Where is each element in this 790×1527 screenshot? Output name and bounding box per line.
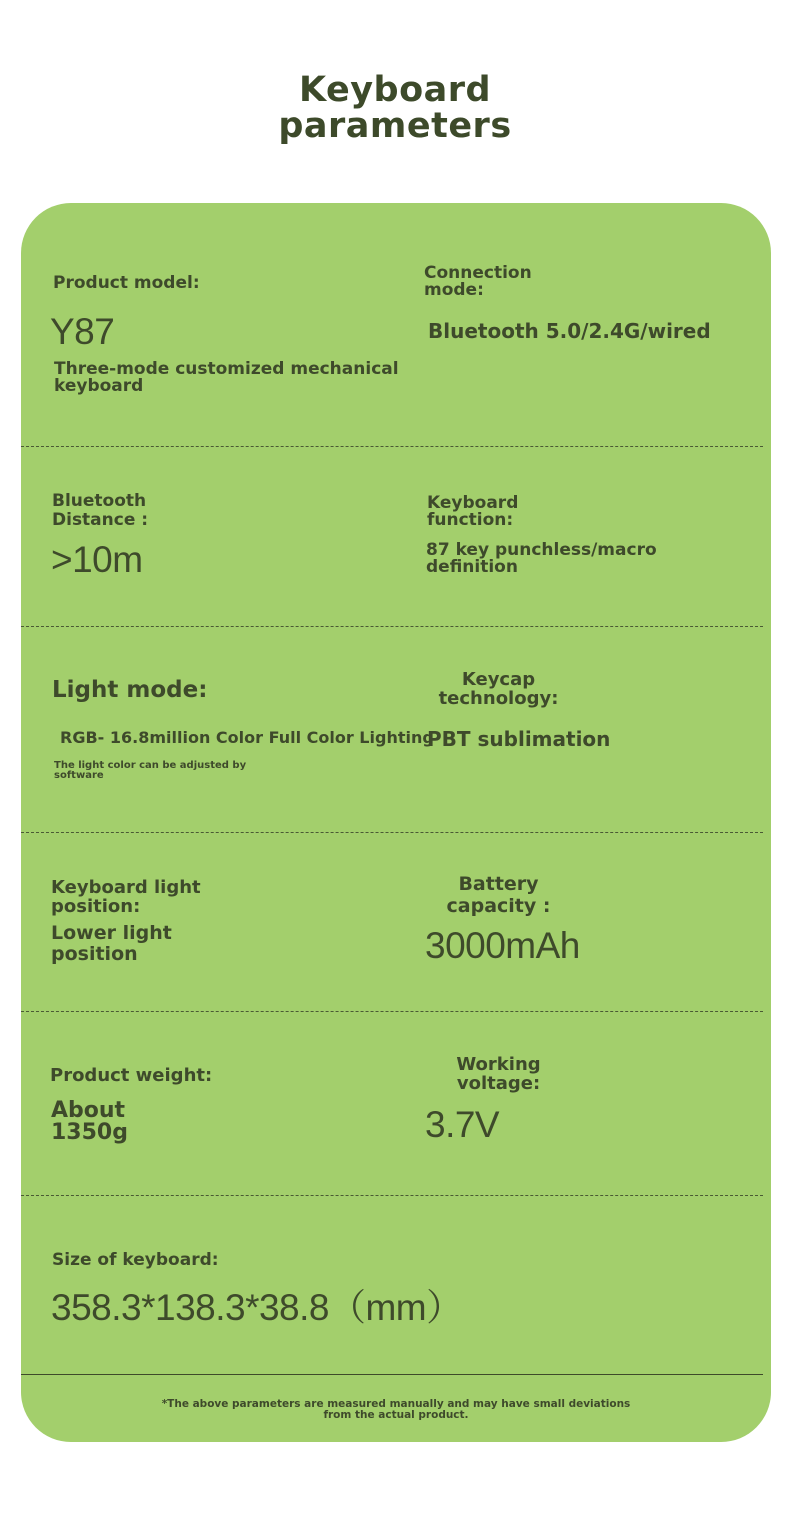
product-model-desc-line1: Three-mode customized mechanical — [54, 359, 399, 379]
keycap-technology-label-line1: Keycap — [461, 669, 536, 690]
product-model-value: Y87 — [50, 311, 115, 352]
row-divider-5 — [21, 1195, 763, 1196]
light-mode-label: Light mode: — [52, 677, 208, 703]
row-divider-1 — [21, 446, 763, 447]
page-title — [0, 72, 790, 144]
parameters-card — [21, 203, 771, 1442]
working-voltage-label-line1: Working — [456, 1054, 541, 1075]
bluetooth-distance-value: >10m — [51, 539, 143, 580]
keycap-technology-value: PBT sublimation — [427, 727, 611, 751]
light-position-label-line2: position: — [51, 896, 141, 917]
light-mode-note-line1: The light color can be adjusted by — [54, 760, 247, 771]
keyboard-function-label-line2: function: — [427, 510, 514, 530]
row-divider-2 — [21, 626, 763, 627]
connection-mode-label-line2: mode: — [424, 280, 484, 300]
keycap-technology-label-line2: technology: — [438, 688, 559, 709]
connection-mode-label-line1: Connection — [424, 263, 532, 283]
battery-capacity-label-line2: capacity : — [446, 895, 551, 917]
keyboard-function-label-line1: Keyboard — [427, 493, 519, 513]
keyboard-function-value-line2: definition — [426, 557, 518, 577]
working-voltage-label-line2: voltage: — [456, 1073, 541, 1094]
battery-capacity-value: 3000mAh — [425, 925, 580, 966]
product-model-desc-line2: keyboard — [54, 376, 144, 396]
footer-line2: from the actual product. — [323, 1409, 469, 1421]
product-weight-value-line2: 1350g — [51, 1120, 128, 1145]
row-divider-4 — [21, 1011, 763, 1012]
light-mode-note-line2: software — [54, 770, 104, 781]
row-divider-3 — [21, 832, 763, 833]
footer-divider — [21, 1374, 763, 1375]
size-value: 358.3*138.3*38.8（mm） — [51, 1287, 463, 1328]
product-weight-label: Product weight: — [50, 1065, 213, 1086]
light-mode-value: RGB- 16.8million Color Full Color Lighting — [60, 728, 434, 747]
product-weight-value-line1: About — [51, 1098, 126, 1123]
page-title-line1: Keyboard — [298, 70, 492, 110]
battery-capacity-label-line1: Battery — [458, 873, 539, 895]
bluetooth-distance-label-line2: Distance : — [52, 510, 149, 530]
footer-disclaimer — [21, 1399, 771, 1421]
keyboard-function-value-line1: 87 key punchless/macro — [426, 540, 657, 560]
light-position-label-line1: Keyboard light — [51, 877, 201, 898]
size-label: Size of keyboard: — [52, 1250, 219, 1270]
connection-mode-value: Bluetooth 5.0/2.4G/wired — [428, 319, 711, 343]
bluetooth-distance-label-line1: Bluetooth — [52, 491, 147, 511]
working-voltage-value: 3.7V — [425, 1104, 500, 1145]
light-position-value-line2: position — [51, 943, 138, 965]
product-model-label: Product model: — [53, 273, 200, 293]
page-title-line2: parameters — [278, 106, 512, 146]
footer-line1: *The above parameters are measured manually and may have small deviations — [161, 1398, 631, 1410]
light-position-value-line1: Lower light — [51, 922, 172, 944]
